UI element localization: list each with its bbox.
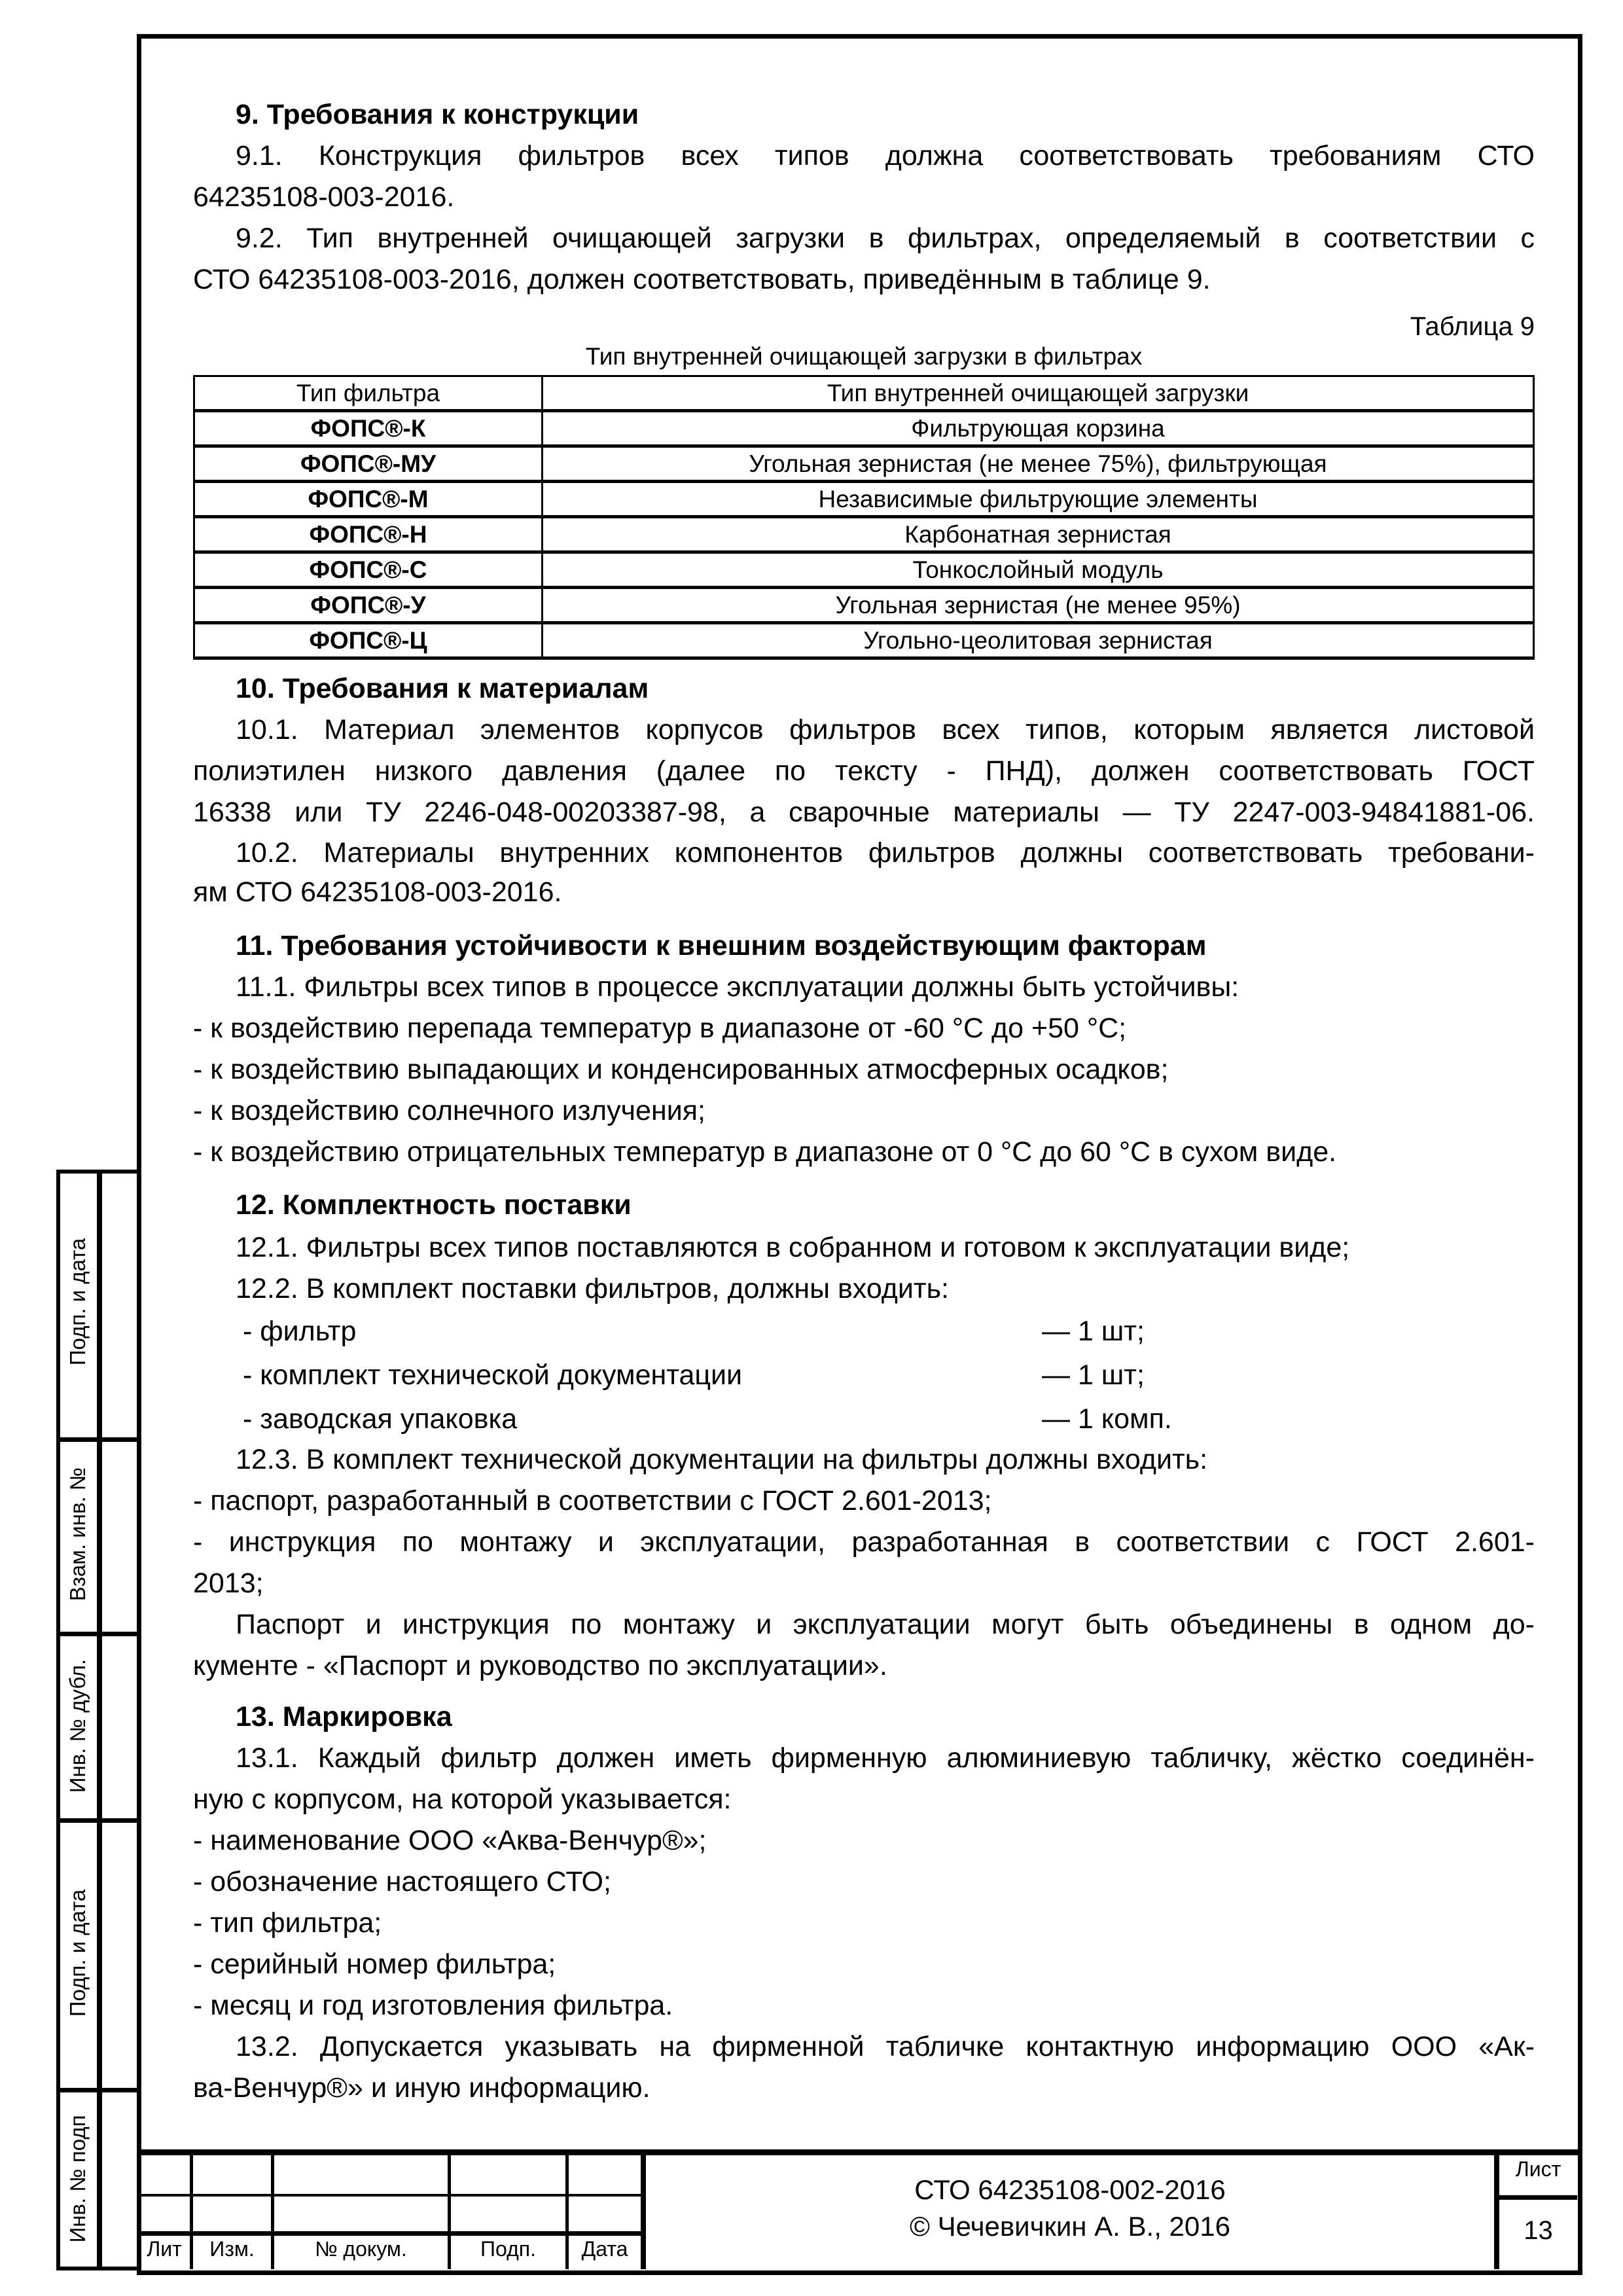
- column-label-izm: Изм.: [209, 2237, 255, 2261]
- paragraph-11-1: 11.1. Фильтры всех типов в процессе эксплуатации должны быть устойчивы:: [236, 971, 1240, 1003]
- column-label-date: Дата: [581, 2237, 628, 2261]
- list-item: - инструкция по монтажу и эксплуатации, разработанная в соответствии с ГОСТ 2.601-: [193, 1526, 1535, 1558]
- list-item: - наименование ООО «Аква-Венчур®»;: [193, 1825, 707, 1856]
- note-line: Паспорт и инструкция по монтажу и эксплуатации могут быть объединены в одном до-: [236, 1609, 1535, 1640]
- paragraph-10-2-line: ям СТО 64235108-003-2016.: [193, 876, 562, 908]
- filter-type-cell: ФОПС®-У: [194, 588, 543, 623]
- filter-type-cell: ФОПС®-Ц: [194, 623, 543, 658]
- paragraph-9-1-line: 64235108-003-2016.: [193, 181, 455, 213]
- load-type-cell: Угольная зернистая (не менее 75%), фильтрующая: [543, 446, 1534, 482]
- list-item: [193, 1310, 1535, 1354]
- list-item: - тип фильтра;: [193, 1907, 382, 1939]
- paragraph-12-3: [193, 1439, 1535, 1687]
- table-row: [194, 552, 1534, 588]
- paragraph-12-2: 12.2. В комплект поставки фильтров, должны входить:: [236, 1273, 949, 1304]
- paragraph-9-1-line: 9.1. Конструкция фильтров всех типов должна соответствовать требованиям СТО: [236, 140, 1535, 171]
- copyright: © Чечевичкин А. В., 2016: [910, 2211, 1230, 2242]
- load-type-cell: Угольная зернистая (не менее 95%): [543, 588, 1534, 623]
- section-13-heading: 13. Маркировка: [236, 1701, 452, 1732]
- section-13: [193, 1696, 1535, 2109]
- paragraph-13-1-line: ную с корпусом, на которой указывается:: [193, 1784, 732, 1815]
- section-10-heading: 10. Требования к материалам: [236, 673, 649, 704]
- filter-type-cell: ФОПС®-К: [194, 411, 543, 446]
- section-11-heading: 11. Требования устойчивости к внешним воздействующим факторам: [236, 930, 1207, 961]
- table-row: [194, 588, 1534, 623]
- table-row: [194, 482, 1534, 517]
- table-row: [194, 517, 1534, 552]
- filter-type-cell: ФОПС®-М: [194, 482, 543, 517]
- table-title: Тип внутренней очищающей загрузки в фильтрах: [585, 343, 1143, 370]
- load-type-cell: Фильтрующая корзина: [543, 411, 1534, 446]
- list-item: - к воздействию перепада температур в диапазоне от -60 °С до +50 °С;: [193, 1013, 1127, 1044]
- item-name: - фильтр: [243, 1316, 357, 1347]
- list-item: - месяц и год изготовления фильтра.: [193, 1990, 673, 2021]
- table-row: [194, 411, 1534, 446]
- section-12-heading: 12. Комплектность поставки: [236, 1189, 632, 1221]
- section-10: [193, 668, 1535, 912]
- filter-type-cell: ФОПС®-МУ: [194, 446, 543, 482]
- table-9: [193, 375, 1535, 660]
- table-row: [194, 623, 1534, 658]
- sheet-number: 13: [1524, 2216, 1553, 2245]
- table-header-cell: Тип фильтра: [194, 376, 543, 411]
- paragraph-13-1-line: 13.1. Каждый фильтр должен иметь фирменную алюминиевую табличку, жёстко соединён-: [236, 1742, 1535, 1774]
- table-row: [194, 446, 1534, 482]
- paragraph-12-1: 12.1. Фильтры всех типов поставляются в собранном и готовом к эксплуатации виде;: [236, 1232, 1350, 1263]
- list-item: [193, 1397, 1535, 1441]
- paragraph-12-3-intro: 12.3. В комплект технической документации на фильтры должны входить:: [236, 1444, 1208, 1475]
- title-block-top-line: [137, 2149, 1578, 2155]
- title-block-grid-line: [641, 2149, 646, 2269]
- list-item: - паспорт, разработанный в соответствии с ГОСТ 2.601-2013;: [193, 1485, 992, 1516]
- filter-type-cell: ФОПС®-Н: [194, 517, 543, 552]
- paragraph-9-2-line: СТО 64235108-003-2016, должен соответствовать, приведённым в таблице 9.: [193, 264, 1211, 295]
- filter-type-cell: ФОПС®-С: [194, 552, 543, 588]
- paragraph-10-2-line: 10.2. Материалы внутренних компонентов фильтров должны соответствовать требовани-: [236, 837, 1535, 869]
- column-label-signature: Подп.: [480, 2237, 536, 2261]
- document-code: СТО 64235108-002-2016: [914, 2174, 1226, 2205]
- item-qty: — 1 шт;: [1042, 1359, 1145, 1391]
- load-type-cell: Тонкослойный модуль: [543, 552, 1534, 588]
- paragraph-9-2-line: 9.2. Тип внутренней очищающей загрузки в фильтрах, определяемый в соответствии с: [236, 223, 1535, 254]
- list-item: - обозначение настоящего СТО;: [193, 1866, 611, 1897]
- list-item: 2013;: [193, 1568, 264, 1599]
- item-name: - заводская упаковка: [243, 1403, 518, 1435]
- list-item: - серийный номер фильтра;: [193, 1948, 556, 1980]
- paragraph-13-2-line: ва-Венчур®» и иную информацию.: [193, 2072, 651, 2104]
- side-stamp-label: Инв. № подп: [65, 2115, 90, 2243]
- item-name: - комплект технической документации: [243, 1359, 743, 1391]
- section-9-heading: 9. Требования к конструкции: [236, 99, 639, 130]
- delivery-set-list: [193, 1310, 1535, 1441]
- list-item: - к воздействию отрицательных температур в диапазоне от 0 °С до 60 °С в сухом виде.: [193, 1136, 1337, 1168]
- list-item: - к воздействию выпадающих и конденсированных атмосферных осадков;: [193, 1054, 1169, 1085]
- side-stamp-divider: [97, 1170, 102, 2270]
- paragraph-10-1-line: 16338 или ТУ 2246-048-00203387-98, а сварочные материалы — ТУ 2247-003-94841881-06.: [193, 797, 1535, 828]
- title-block-grid-line: [1494, 2149, 1499, 2269]
- list-item: - к воздействию солнечного излучения;: [193, 1095, 705, 1126]
- list-item: [193, 1354, 1535, 1397]
- section-11: [193, 925, 1535, 1173]
- load-type-cell: Независимые фильтрующие элементы: [543, 482, 1534, 517]
- table-header-row: [194, 376, 1534, 411]
- column-label-lit: Лит: [147, 2237, 182, 2261]
- column-label-doc-number: № докум.: [315, 2237, 407, 2261]
- paragraph-10-1-line: полиэтилен низкого давления (далее по тексту - ПНД), должен соответствовать ГОСТ: [193, 755, 1535, 787]
- side-stamp-label: Взам. инв. №: [65, 1467, 90, 1602]
- item-qty: — 1 комп.: [1042, 1403, 1172, 1435]
- section-12: [193, 1183, 1535, 1310]
- note-line: кументе - «Паспорт и руководство по эксплуатации».: [193, 1650, 887, 1681]
- load-type-cell: Угольно-цеолитовая зернистая: [543, 623, 1534, 658]
- paragraph-10-1-line: 10.1. Материал элементов корпусов фильтров всех типов, которым является листовой: [236, 714, 1535, 745]
- side-stamp-label: Подп. и дата: [65, 1889, 90, 2017]
- table-header-cell: Тип внутренней очищающей загрузки: [543, 376, 1534, 411]
- title-block-grid-line: [1494, 2195, 1577, 2200]
- load-type-cell: Карбонатная зернистая: [543, 517, 1534, 552]
- section-9: [193, 94, 1535, 300]
- sheet-label: Лист: [1515, 2157, 1561, 2181]
- side-stamp-label: Инв. № дубл.: [65, 1659, 90, 1793]
- item-qty: — 1 шт;: [1042, 1316, 1145, 1347]
- paragraph-13-2-line: 13.2. Допускается указывать на фирменной табличке контактную информацию ООО «Ак-: [236, 2031, 1535, 2062]
- side-stamp-label: Подп. и дата: [65, 1238, 90, 1366]
- table-label: Таблица 9: [1410, 312, 1535, 341]
